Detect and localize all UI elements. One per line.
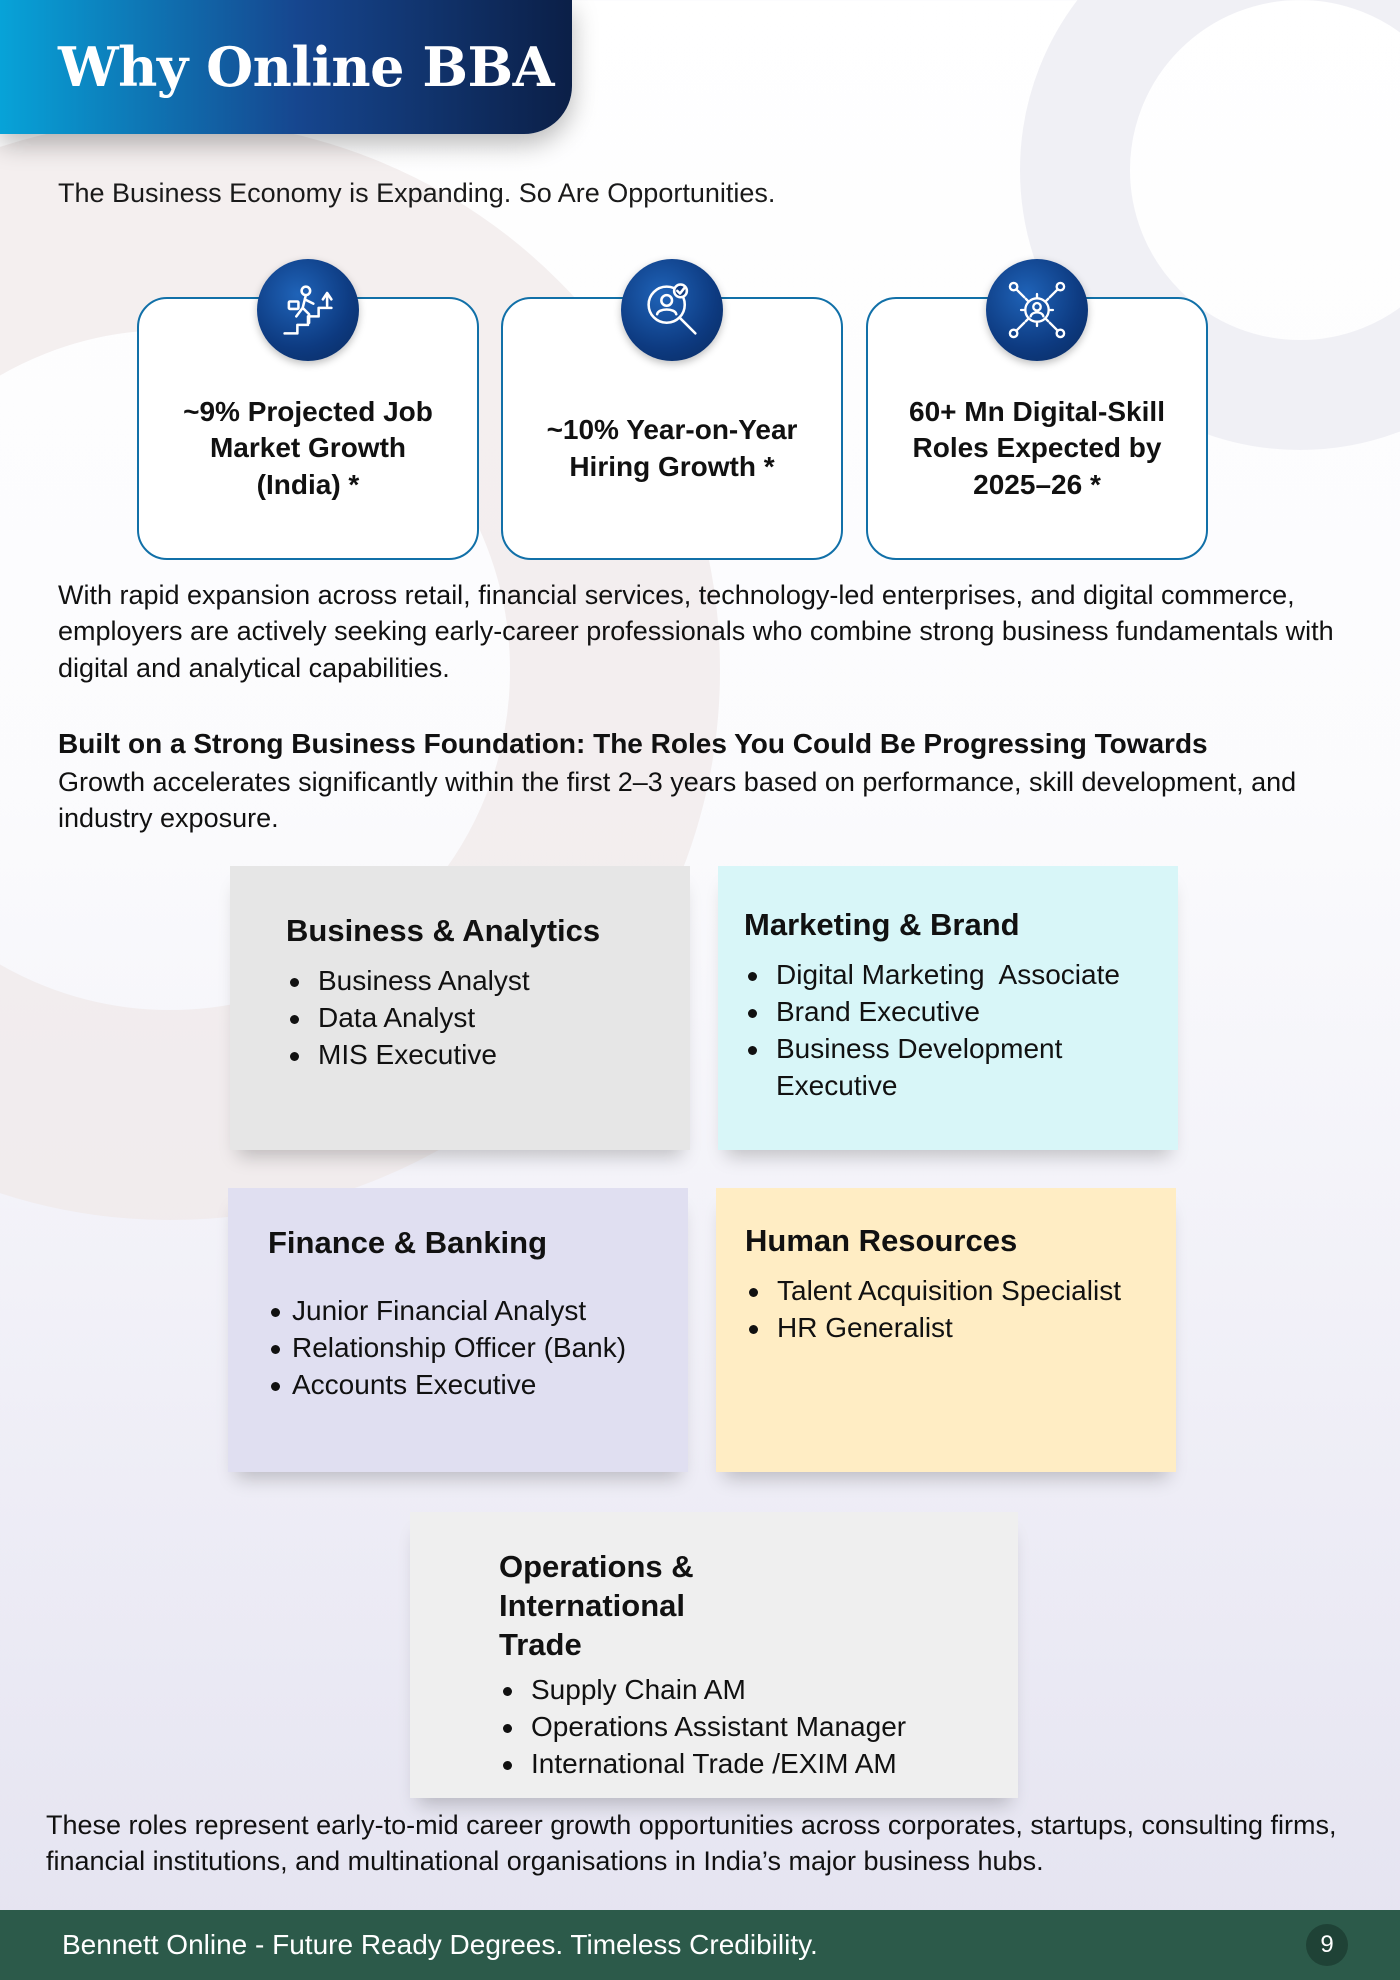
role-item: International Trade /EXIM AM [499, 1746, 1018, 1783]
role-item: Brand Executive [744, 994, 1178, 1031]
role-item: HR Generalist [745, 1310, 1176, 1347]
roles-subtext: Growth accelerates significantly within the first 2–3 years based on performance, skill development, and industry exposure. [58, 767, 1297, 834]
role-item: Accounts Executive [268, 1367, 688, 1404]
role-box-finance-banking [228, 1188, 688, 1472]
role-box-title: Operations & International Trade [499, 1549, 694, 1662]
digital-network-gear-icon [986, 259, 1088, 361]
talent-search-icon [621, 259, 723, 361]
stat-card-job-growth [137, 297, 479, 560]
role-box-title: Human Resources [745, 1223, 1018, 1258]
career-growth-icon [257, 259, 359, 361]
role-list [268, 1293, 688, 1404]
page-title: Why Online BBA [58, 35, 555, 99]
role-box-business-analytics [230, 866, 690, 1150]
role-list [286, 963, 690, 1074]
role-box-title: Finance & Banking [268, 1225, 548, 1260]
role-item: Business Analyst [286, 963, 690, 1000]
role-item: Operations Assistant Manager [499, 1709, 1018, 1746]
context-paragraph: With rapid expansion across retail, financial services, technology-led enterprises, and digital commerce, employers are actively seeking early-career professionals who combine strong business fundamentals with digital and analytical capabilities. [58, 580, 1334, 683]
footer-tagline: Bennett Online - Future Ready Degrees. Timeless Credibility. [62, 1929, 818, 1960]
role-item: Relationship Officer (Bank) [268, 1330, 688, 1367]
stat-card-digital-roles [866, 297, 1208, 560]
role-item: Digital Marketing Associate [744, 957, 1178, 994]
intro-text: The Business Economy is Expanding. So Are Opportunities. [58, 178, 776, 208]
role-item: Junior Financial Analyst [268, 1293, 688, 1330]
stat-hiring-growth: ~10% Year-on-Year Hiring Growth * [546, 414, 798, 482]
closing-paragraph: These roles represent early-to-mid career growth opportunities across corporates, startups, consulting firms, financial institutions, and multinational organisations in India’s major business hubs. [46, 1810, 1337, 1876]
role-item: MIS Executive [286, 1037, 690, 1074]
role-item: Supply Chain AM [499, 1672, 1018, 1709]
role-item: Data Analyst [286, 1000, 690, 1037]
role-list [744, 957, 1178, 1105]
role-box-operations-trade [410, 1512, 1018, 1798]
role-box-title: Marketing & Brand [744, 907, 1020, 942]
role-list [499, 1672, 1018, 1783]
footer-bar [0, 1910, 1400, 1980]
role-box-marketing-brand [718, 866, 1178, 1150]
stat-card-hiring-growth [501, 297, 843, 560]
stat-job-growth: ~9% Projected Job Market Growth (India) * [183, 395, 433, 500]
title-banner [0, 0, 572, 134]
page-number: 9 [1306, 1924, 1348, 1966]
role-item: Talent Acquisition Specialist [745, 1273, 1176, 1310]
role-box-human-resources [716, 1188, 1176, 1472]
role-list [745, 1273, 1176, 1347]
roles-heading: Built on a Strong Business Foundation: The Roles You Could Be Progressing Towards [58, 728, 1208, 759]
role-item: Business Development Executive [744, 1031, 1104, 1105]
role-box-title: Business & Analytics [286, 913, 601, 948]
stat-digital-roles: 60+ Mn Digital-Skill Roles Expected by 2025–26 * [909, 395, 1165, 500]
